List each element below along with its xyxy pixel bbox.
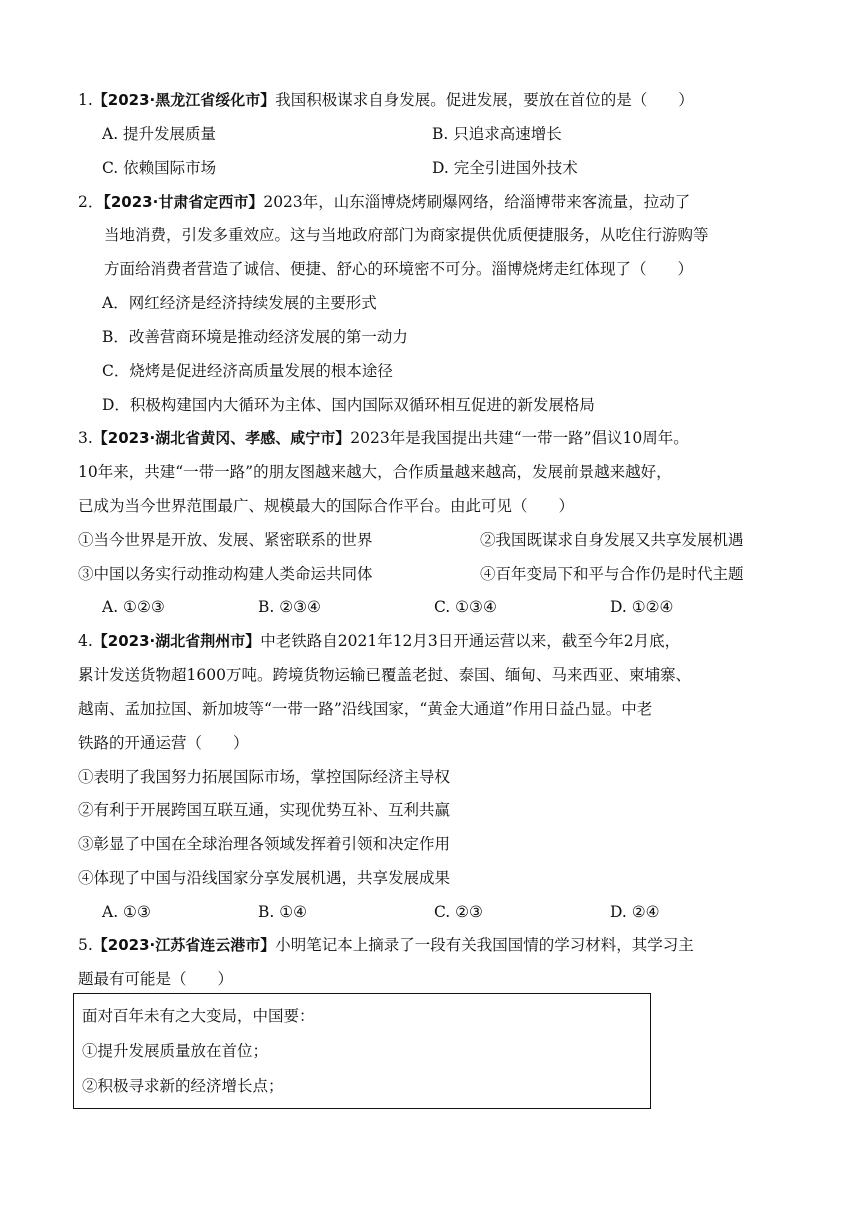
option-d: D. ①②④: [610, 598, 674, 616]
option-a: A. 提升发展质量: [102, 125, 217, 143]
option-b: B. ②③④: [258, 598, 321, 616]
question-number: 5.: [78, 936, 93, 954]
question-text: 铁路的开通运营（ ）: [78, 734, 249, 752]
option-b: B．改善营商环境是推动经济发展的第一动力: [102, 328, 408, 346]
question-4-stem: [78, 631, 788, 651]
statement-3: ③中国以务实行动推动构建人类命运共同体: [78, 565, 373, 583]
question-source: 【2023·湖北省黄冈、孝感、咸宁市】: [92, 429, 351, 447]
question-text: 当地消费，引发多重效应。这与当地政府部门为商家提供优质便捷服务，从吃住行游购等: [104, 226, 709, 244]
question-3-stem: [78, 428, 788, 448]
question-text: 中老铁路自2021年12月3日开通运营以来，截至今年2月底，: [260, 632, 681, 650]
question-text: 我国积极谋求自身发展。促进发展，要放在首位的是（ ）: [275, 91, 694, 109]
option-a: A. ①②③: [102, 598, 165, 616]
question-number: 1.: [78, 91, 93, 109]
question-text: 越南、孟加拉国、新加坡等“一带一路”沿线国家，“黄金大通道”作用日益凸显。中老: [78, 700, 653, 718]
question-text: 小明笔记本上摘录了一段有关我国国情的学习材料，其学习主: [275, 936, 694, 954]
question-source: 【2023·黑龙江省绥化市】: [92, 91, 276, 109]
question-text: 已成为当今世界范围最广、规模最大的国际合作平台。由此可见（ ）: [78, 497, 575, 515]
option-d: D．积极构建国内大循环为主体、国内国际双循环相互促进的新发展格局: [102, 396, 595, 414]
material-line: ②积极寻求新的经济增长点；: [82, 1077, 284, 1095]
statement-2: ②我国既谋求自身发展又共享发展机遇: [480, 531, 744, 549]
question-number: 2．: [78, 193, 104, 211]
question-text: 2023年，山东淄博烧烤刷爆网络，给淄博带来客流量，拉动了: [263, 193, 691, 211]
question-text: 2023年是我国提出共建“一带一路”倡议10周年。: [350, 429, 689, 447]
question-text: 10年来，共建“一带一路”的朋友图越来越大，合作质量越来越高，发展前景越来越好，: [78, 463, 672, 481]
question-number: 4.: [78, 632, 93, 650]
question-5-stem: [78, 935, 788, 955]
option-b: B. ①④: [258, 903, 308, 921]
statement-4: ④百年变局下和平与合作仍是时代主题: [480, 565, 744, 583]
option-d: D. 完全引进国外技术: [432, 159, 578, 177]
question-source: 【2023·湖北省荆州市】: [92, 632, 261, 650]
question-1-stem: [78, 90, 788, 110]
question-source: 【2023·江苏省连云港市】: [92, 936, 276, 954]
option-c: C．烧烤是促进经济高质量发展的根本途径: [102, 362, 393, 380]
option-c: C. ①③④: [434, 598, 497, 616]
statement-1: ①当今世界是开放、发展、紧密联系的世界: [78, 531, 373, 549]
question-number: 3.: [78, 429, 93, 447]
question-2-stem: [78, 192, 788, 212]
option-d: D. ②④: [610, 903, 660, 921]
material-box: [73, 993, 651, 1109]
option-a: A. ①③: [102, 903, 151, 921]
option-c: C. 依赖国际市场: [102, 159, 217, 177]
question-text: 方面给消费者营造了诚信、便捷、舒心的环境密不可分。淄博烧烤走红体现了（ ）: [104, 260, 694, 278]
statement-3: ③彰显了中国在全球治理各领域发挥着引领和决定作用: [78, 835, 451, 853]
material-line: ①提升发展质量放在首位；: [82, 1042, 269, 1060]
option-a: A．网红经济是经济持续发展的主要形式: [102, 294, 377, 312]
option-c: C. ②③: [434, 903, 483, 921]
statement-4: ④体现了中国与沿线国家分享发展机遇，共享发展成果: [78, 869, 451, 887]
question-source: 【2023·甘肃省定西市】: [103, 193, 264, 211]
question-text: 累计发送货物超1600万吨。跨境货物运输已覆盖老挝、泰国、缅甸、马来西亚、柬埔寨、: [78, 666, 691, 684]
material-line: 面对百年未有之大变局，中国要：: [82, 1007, 315, 1025]
statement-2: ②有利于开展跨国互联互通，实现优势互补、互利共赢: [78, 801, 451, 819]
statement-1: ①表明了我国努力拓展国际市场，掌控国际经济主导权: [78, 768, 451, 786]
option-b: B. 只追求高速增长: [432, 125, 562, 143]
question-text: 题最有可能是（ ）: [78, 970, 234, 988]
